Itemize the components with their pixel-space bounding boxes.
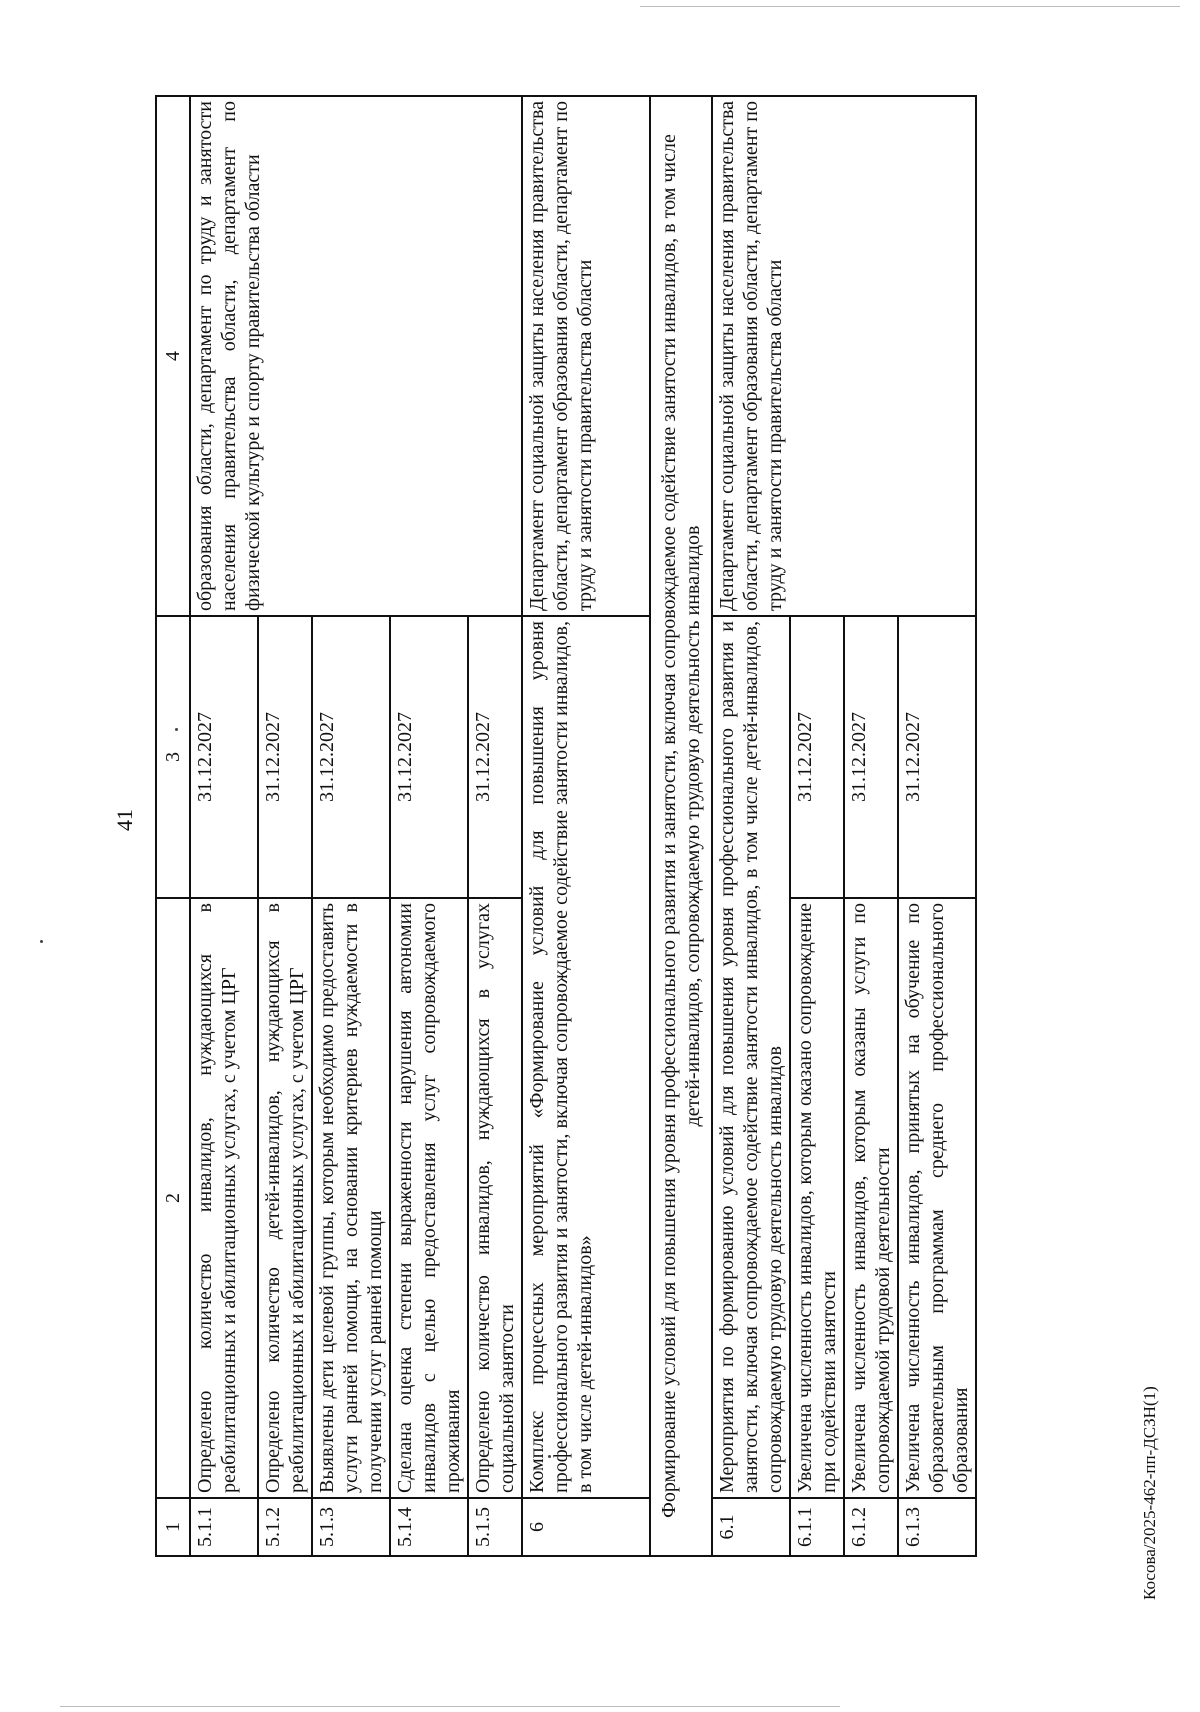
row-number: 5.1.2 xyxy=(258,1498,312,1556)
row-number: 5.1.3 xyxy=(312,1498,390,1556)
measure-text: Мероприятия по формированию условий для повышения уровня профессионального развития и занятости, включая сопровождаемое содействие занятости инвалидов, в том числе детей-инвалидов, сопровождаемую трудовую деятельность инвалидов xyxy=(712,616,790,1498)
row-date: 31.12.2027 xyxy=(390,616,468,898)
row-text: Увеличена численность инвалидов, которым оказаны услуги по сопровождаемой трудовой деятельности xyxy=(844,898,898,1498)
header-col-4: 4 xyxy=(156,96,190,616)
row-date: 31.12.2027 xyxy=(790,616,844,898)
row-date: 31.12.2027 xyxy=(190,616,258,898)
row-date: 31.12.2027 xyxy=(468,616,522,898)
activities-table xyxy=(155,95,977,1557)
complex-text: Комплекс процессных мероприятий «Формирование условий для повышения уровня профессионального развития и занятости, включая сопровождаемое содействие занятости инвалидов, в том числе детей-инвалидов» xyxy=(522,616,650,1498)
row-text: Определено количество детей-инвалидов, нуждающихся в реабилитационных и абилитационных услугах, с учетом ЦРГ xyxy=(258,898,312,1498)
row-number: 5.1.4 xyxy=(390,1498,468,1556)
document-code: Косова/2025-462-пп-ДСЗН(1) xyxy=(1140,1386,1159,1600)
row-date: 31.12.2027 xyxy=(898,616,976,898)
row-number: 5.1.1 xyxy=(190,1498,258,1556)
row-text: Увеличена численность инвалидов, которым оказано сопровождение при содействии занятости xyxy=(790,898,844,1498)
scan-speck xyxy=(40,940,43,943)
scan-edge xyxy=(640,6,1180,7)
header-col-1: 1 xyxy=(156,1498,190,1556)
row-text: Выявлены дети целевой группы, которым необходимо предоставить услуги ранней помощи, на основании критериев нуждаемости в получении услуг ранней помощи xyxy=(312,898,390,1498)
scan-edge xyxy=(60,1706,840,1707)
measure-row xyxy=(712,96,790,1556)
row-text: Сделана оценка степени выраженности нарушения автономии инвалидов с целью предоставления услуг сопровождаемого проживания xyxy=(390,898,468,1498)
header-col-2: 2 xyxy=(156,898,190,1498)
section-title-row xyxy=(650,96,712,1556)
row-date: 31.12.2027 xyxy=(258,616,312,898)
row-number: 6.1.2 xyxy=(844,1498,898,1556)
row-text: Определено количество инвалидов, нуждающихся в услугах социальной занятости xyxy=(468,898,522,1498)
row-text: Определено количество инвалидов, нуждающихся в реабилитационных и абилитационных услугах, с учетом ЦРГ xyxy=(190,898,258,1498)
row-number: 5.1.5 xyxy=(468,1498,522,1556)
row-text: Увеличена численность инвалидов, принятых на обучение по образовательным программам среднего профессионального образования xyxy=(898,898,976,1498)
header-col-3: 3 xyxy=(156,616,190,898)
measure-responsible: Департамент социальной защиты населения правительства области, департамент образования области, департамент по труду и занятости правительства области xyxy=(712,96,976,616)
header-row xyxy=(156,96,190,1556)
responsible-continuation: образования области, департамент по труду и занятости населения правительства области, департамент по физической культуре и спорту правительства области xyxy=(190,96,522,616)
table-row xyxy=(190,96,258,1556)
page-number: 41 xyxy=(112,809,137,831)
measure-number: 6.1 xyxy=(712,1498,790,1556)
row-number: 6.1.3 xyxy=(898,1498,976,1556)
section-title: Формирование условий для повышения уровня профессионального развития и занятости, включая сопровождаемое содействие занятости инвалидов, в том числе детей-инвалидов, сопровождаемую трудовую деятельность инвалидов xyxy=(650,96,712,1556)
complex-number: 6 xyxy=(522,1498,650,1556)
complex-responsible: Департамент социальной защиты населения правительства области, департамент образования области, департамент по труду и занятости правительства области xyxy=(522,96,650,616)
complex-row xyxy=(522,96,650,1556)
rotated-table-container xyxy=(155,97,995,1557)
row-date: 31.12.2027 xyxy=(312,616,390,898)
row-number: 6.1.1 xyxy=(790,1498,844,1556)
row-date: 31.12.2027 xyxy=(844,616,898,898)
